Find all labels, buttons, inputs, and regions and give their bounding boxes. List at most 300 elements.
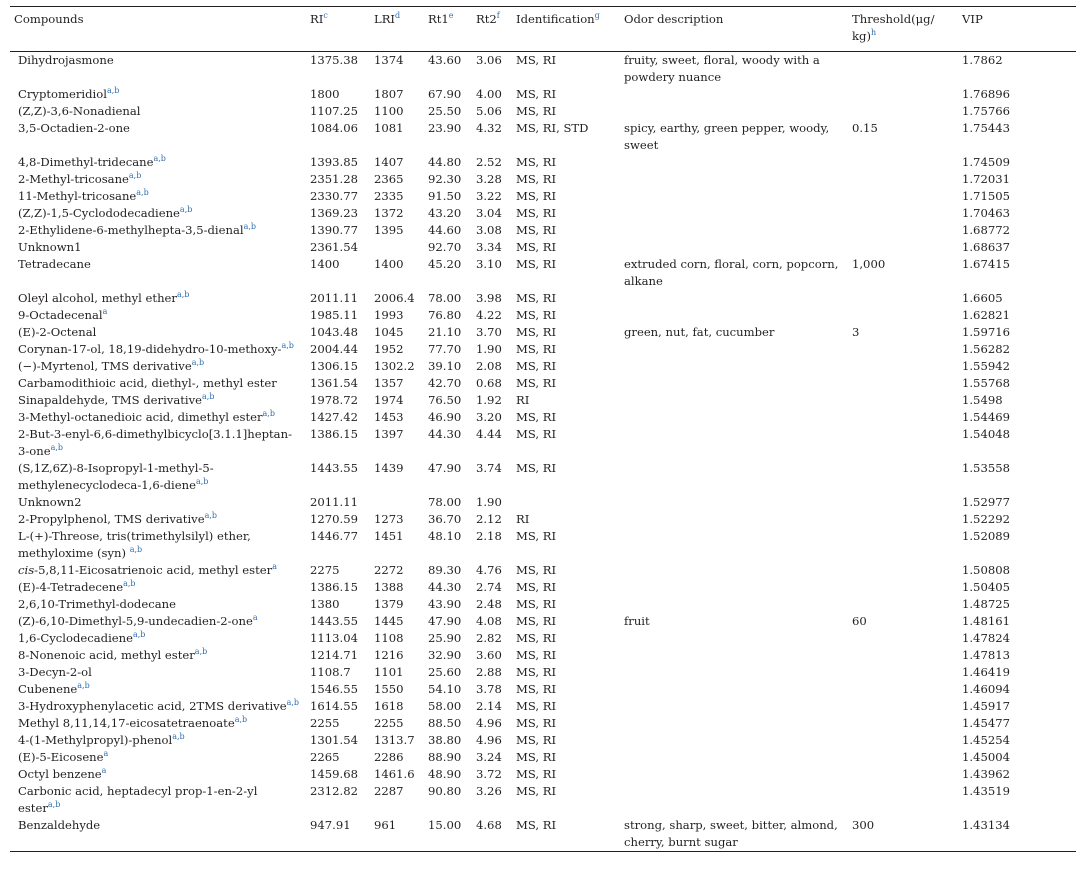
- cell-rt2: 2.12: [476, 512, 502, 526]
- cell-identification: MS, RI: [516, 155, 557, 169]
- cell-compound: [10, 698, 306, 715]
- cell-odor-description: [620, 222, 848, 239]
- cell-ri: 1978.72: [310, 393, 358, 407]
- cell-odor-description: [620, 460, 848, 494]
- cell-threshold: [848, 171, 958, 188]
- cell-identification: MS, RI: [516, 427, 557, 441]
- cell-ri: 1306.15: [310, 359, 358, 373]
- cell-threshold: 300: [852, 818, 875, 832]
- cell-vip: 1.53558: [962, 461, 1010, 475]
- cell-rt2: 4.08: [476, 614, 502, 628]
- cell-odor-description: [620, 698, 848, 715]
- cell-ri: 1369.23: [310, 206, 358, 220]
- cell-identification: MS, RI: [516, 359, 557, 373]
- footnote-marker: a,b: [194, 647, 208, 656]
- compound-name: 8-Nonenoic acid, methyl ester: [18, 648, 195, 662]
- table-row: [10, 103, 1076, 120]
- cell-vip: 1.6605: [962, 291, 1003, 305]
- footnote-marker: g: [594, 11, 600, 20]
- cell-compound: [10, 596, 306, 613]
- cell-identification: MS, RI: [516, 529, 557, 543]
- cell-lri: 1397: [374, 427, 404, 441]
- cell-vip: 1.76896: [962, 87, 1010, 101]
- cell-lri: 1388: [374, 580, 404, 594]
- cell-rt1: 43.60: [428, 53, 462, 67]
- header-row: [10, 7, 1076, 52]
- cell-vip: 1.43134: [962, 818, 1010, 832]
- table-row: [10, 324, 1076, 341]
- cell-rt1: 42.70: [428, 376, 462, 390]
- cell-threshold: 3: [852, 325, 860, 339]
- cell-odor-description: [620, 596, 848, 613]
- cell-rt2: 3.06: [476, 53, 502, 67]
- cell-odor-description: [620, 630, 848, 647]
- cell-threshold: [848, 409, 958, 426]
- cell-lri: 1974: [374, 393, 404, 407]
- cell-rt1: 76.50: [428, 393, 462, 407]
- compound-name: Tetradecane: [18, 257, 91, 271]
- cell-rt1: 47.90: [428, 461, 462, 475]
- cell-vip: 1.72031: [962, 172, 1010, 186]
- cell-lri: 1807: [374, 87, 404, 101]
- cell-lri: 1407: [374, 155, 404, 169]
- cell-vip: 1.70463: [962, 206, 1010, 220]
- cell-compound: [10, 817, 306, 852]
- cell-identification: MS, RI, STD: [516, 121, 589, 135]
- footnote-marker: a,b: [77, 681, 90, 690]
- column-header-rt1: [424, 7, 472, 52]
- cell-odor-description: [620, 681, 848, 698]
- cell-identification: MS, RI: [516, 308, 557, 322]
- cell-ri: 1427.42: [310, 410, 358, 424]
- cell-rt1: 92.70: [428, 240, 462, 254]
- cell-rt2: 3.10: [476, 257, 502, 271]
- footnote-marker: a,b: [191, 358, 205, 367]
- cell-rt2: 3.24: [476, 750, 502, 764]
- cell-vip: 1.55942: [962, 359, 1010, 373]
- cell-rt2: 3.28: [476, 172, 502, 186]
- cell-rt2: 4.96: [476, 716, 502, 730]
- cell-rt1: 67.90: [428, 87, 462, 101]
- table-row: [10, 358, 1076, 375]
- cell-rt2: 2.74: [476, 580, 502, 594]
- cell-threshold: [848, 392, 958, 409]
- compound-name: 2-Methyl-tricosane: [18, 172, 129, 186]
- cell-rt1: 48.10: [428, 529, 462, 543]
- cell-vip: 1.43519: [962, 784, 1010, 798]
- cell-threshold: [848, 783, 958, 817]
- compound-name: Unknown2: [18, 495, 82, 509]
- cell-compound: [10, 239, 306, 256]
- table-row: [10, 171, 1076, 188]
- cell-identification: MS, RI: [516, 461, 557, 475]
- cell-lri: 1453: [374, 410, 404, 424]
- footnote-marker: a,b: [202, 392, 215, 401]
- compound-name: 3,5-Octadien-2-one: [18, 121, 130, 135]
- cell-odor-description: [620, 528, 848, 562]
- cell-compound: [10, 749, 306, 766]
- cell-threshold: [848, 239, 958, 256]
- cell-rt1: 23.90: [428, 121, 462, 135]
- cell-compound: [10, 613, 306, 630]
- cell-rt1: 78.00: [428, 291, 462, 305]
- compound-name: Unknown1: [18, 240, 82, 254]
- table-row: [10, 86, 1076, 103]
- table-row: [10, 188, 1076, 205]
- cell-vip: 1.7862: [962, 53, 1003, 67]
- cell-rt2: 3.26: [476, 784, 502, 798]
- cell-vip: 1.5498: [962, 393, 1003, 407]
- cell-vip: 1.48725: [962, 597, 1010, 611]
- cell-compound: [10, 188, 306, 205]
- compound-name: Octyl benzene: [18, 767, 102, 781]
- footnote-marker: a: [252, 613, 258, 622]
- cell-vip: 1.45477: [962, 716, 1010, 730]
- table-row: [10, 154, 1076, 171]
- cell-ri: 1800: [310, 87, 340, 101]
- column-header-compounds: [10, 7, 306, 52]
- cell-ri: 2330.77: [310, 189, 358, 203]
- compound-name: (E)-4-Tetradecene: [18, 580, 124, 594]
- cell-rt2: 3.60: [476, 648, 502, 662]
- cell-rt1: 43.20: [428, 206, 462, 220]
- cell-rt2: 1.90: [476, 342, 502, 356]
- compound-name: (Z,Z)-3,6-Nonadienal: [18, 104, 141, 118]
- cell-compound: [10, 511, 306, 528]
- column-header-label: Rt2: [476, 12, 497, 26]
- cell-vip: 1.67415: [962, 257, 1010, 271]
- table-row: [10, 392, 1076, 409]
- cell-identification: MS, RI: [516, 767, 557, 781]
- cell-vip: 1.75443: [962, 121, 1010, 135]
- footnote-marker: e: [448, 11, 454, 20]
- cell-identification: MS, RI: [516, 189, 557, 203]
- table-row: [10, 749, 1076, 766]
- cell-rt1: 36.70: [428, 512, 462, 526]
- cell-rt2: 3.74: [476, 461, 502, 475]
- cell-identification: MS, RI: [516, 342, 557, 356]
- cell-odor-description: [620, 426, 848, 460]
- cell-compound: [10, 341, 306, 358]
- cell-threshold: [848, 307, 958, 324]
- cell-rt1: 38.80: [428, 733, 462, 747]
- cell-lri: 1216: [374, 648, 404, 662]
- cell-compound: [10, 647, 306, 664]
- cell-threshold: [848, 715, 958, 732]
- cell-identification: MS, RI: [516, 580, 557, 594]
- cell-vip: 1.56282: [962, 342, 1010, 356]
- cell-compound: [10, 426, 306, 460]
- cell-odor-description: [620, 341, 848, 358]
- cell-identification: MS, RI: [516, 716, 557, 730]
- cell-ri: 1375.38: [310, 53, 358, 67]
- compound-name: Cubenene: [18, 682, 78, 696]
- cell-threshold: [848, 732, 958, 749]
- cell-compound: [10, 715, 306, 732]
- cell-ri: 2312.82: [310, 784, 358, 798]
- compound-name: 4-(1-Methylpropyl)-phenol: [18, 733, 173, 747]
- table-row: [10, 375, 1076, 392]
- table-row: [10, 290, 1076, 307]
- footnote-marker: a,b: [234, 715, 248, 724]
- compound-name: (Z)-6,10-Dimethyl-5,9-undecadien-2-one: [18, 614, 253, 628]
- footnote-marker: d: [395, 11, 401, 20]
- cell-ri: 1107.25: [310, 104, 358, 118]
- cell-odor-description: [620, 766, 848, 783]
- cell-identification: MS, RI: [516, 172, 557, 186]
- column-header-vip: [958, 7, 1076, 52]
- cell-odor-description: [620, 307, 848, 324]
- cell-odor-description: [620, 188, 848, 205]
- cell-threshold: [848, 647, 958, 664]
- cell-threshold: [848, 341, 958, 358]
- cell-vip: 1.54469: [962, 410, 1010, 424]
- cell-odor-description: [620, 732, 848, 749]
- cell-odor-description: [620, 664, 848, 681]
- cell-ri: 1361.54: [310, 376, 358, 390]
- cell-rt2: 4.22: [476, 308, 502, 322]
- column-header-odor-description: [620, 7, 848, 52]
- cell-lri: 1439: [374, 461, 404, 475]
- cell-rt1: 88.90: [428, 750, 462, 764]
- cell-rt2: 2.14: [476, 699, 502, 713]
- cell-lri: 1952: [374, 342, 404, 356]
- cell-rt1: 88.50: [428, 716, 462, 730]
- table-row: [10, 460, 1076, 494]
- cell-identification: MS, RI: [516, 53, 557, 67]
- table-body: [10, 52, 1076, 852]
- cell-compound: [10, 222, 306, 239]
- cell-ri: 2265: [310, 750, 340, 764]
- cell-lri: 2335: [374, 189, 404, 203]
- cell-lri: [370, 494, 424, 511]
- cell-rt2: 3.72: [476, 767, 502, 781]
- cell-lri: 1372: [374, 206, 404, 220]
- cell-lri: 1101: [374, 665, 404, 679]
- table-row: [10, 205, 1076, 222]
- cell-identification: MS, RI: [516, 733, 557, 747]
- cell-rt1: 47.90: [428, 614, 462, 628]
- table-row: [10, 528, 1076, 562]
- cell-odor-description: [620, 392, 848, 409]
- cell-odor-description: [620, 154, 848, 171]
- cell-ri: 2361.54: [310, 240, 358, 254]
- compound-name: Benzaldehyde: [18, 818, 101, 832]
- cell-ri: 1084.06: [310, 121, 358, 135]
- compound-name: 3-Hydroxyphenylacetic acid, 2TMS derivative: [18, 699, 287, 713]
- cell-rt1: 46.90: [428, 410, 462, 424]
- footnote-marker: a: [272, 562, 277, 571]
- compound-name: 3-Decyn-2-ol: [18, 665, 92, 679]
- cell-identification: MS, RI: [516, 682, 557, 696]
- cell-rt2: 4.32: [476, 121, 502, 135]
- cell-threshold: [848, 664, 958, 681]
- cell-rt1: 89.30: [428, 563, 462, 577]
- cell-lri: 2365: [374, 172, 404, 186]
- cell-lri: 1357: [374, 376, 404, 390]
- cell-identification: [512, 494, 620, 511]
- cell-vip: 1.68637: [962, 240, 1010, 254]
- cell-ri: 1386.15: [310, 427, 358, 441]
- column-header-threshold: [848, 7, 958, 52]
- table-row: [10, 426, 1076, 460]
- cell-rt1: 43.90: [428, 597, 462, 611]
- cell-identification: RI: [516, 512, 530, 526]
- cell-threshold: [848, 630, 958, 647]
- column-header-label: LRI: [374, 12, 396, 26]
- cell-compound: [10, 171, 306, 188]
- cell-ri: 2004.44: [310, 342, 358, 356]
- cell-odor-description: [620, 749, 848, 766]
- cell-vip: 1.75766: [962, 104, 1010, 118]
- cell-compound: [10, 103, 306, 120]
- cell-compound: [10, 528, 306, 562]
- footnote-marker: a,b: [47, 800, 61, 809]
- cell-vip: 1.52089: [962, 529, 1010, 543]
- cell-lri: 1993: [374, 308, 404, 322]
- column-header-ri: [306, 7, 370, 52]
- cell-ri: 2351.28: [310, 172, 358, 186]
- cell-odor-description: [620, 715, 848, 732]
- cell-threshold: [848, 222, 958, 239]
- cell-identification: MS, RI: [516, 410, 557, 424]
- cell-identification: MS, RI: [516, 750, 557, 764]
- cell-rt2: 3.20: [476, 410, 502, 424]
- compound-name: L-(+)-Threose, tris(trimethylsilyl) ether, methyloxime (syn): [18, 529, 251, 560]
- cell-identification: MS, RI: [516, 614, 557, 628]
- compound-name: 1,6-Cyclodecadiene: [18, 631, 133, 645]
- cell-threshold: [848, 154, 958, 171]
- compound-name: (S,1Z,6Z)-8-Isopropyl-1-methyl-5-methylenecyclodeca-1,6-diene: [18, 461, 214, 492]
- cell-rt1: 90.80: [428, 784, 462, 798]
- table-row: [10, 307, 1076, 324]
- cell-ri: 1270.59: [310, 512, 358, 526]
- table-row: [10, 647, 1076, 664]
- footnote-marker: a,b: [153, 154, 166, 163]
- cell-odor-description: [620, 205, 848, 222]
- cell-vip: 1.47813: [962, 648, 1010, 662]
- cell-threshold: [848, 205, 958, 222]
- cell-ri: 2255: [310, 716, 340, 730]
- cell-rt2: 4.00: [476, 87, 502, 101]
- cell-ri: 1459.68: [310, 767, 358, 781]
- cell-ri: 1443.55: [310, 461, 358, 475]
- footnote-marker: f: [496, 11, 500, 20]
- cell-vip: 1.46094: [962, 682, 1010, 696]
- cell-compound: [10, 562, 306, 579]
- cell-compound: [10, 579, 306, 596]
- cell-identification: MS, RI: [516, 631, 557, 645]
- footnote-marker: a,b: [123, 579, 136, 588]
- footnote-marker: a,b: [136, 188, 149, 197]
- cell-rt2: 4.96: [476, 733, 502, 747]
- cell-odor-description: [620, 647, 848, 664]
- cell-rt1: 32.90: [428, 648, 462, 662]
- cell-rt2: 3.22: [476, 189, 502, 203]
- cell-rt1: 25.60: [428, 665, 462, 679]
- cell-lri: 1045: [374, 325, 404, 339]
- cell-ri: 1443.55: [310, 614, 358, 628]
- cell-rt2: 3.34: [476, 240, 502, 254]
- cell-compound: [10, 290, 306, 307]
- cell-identification: MS, RI: [516, 665, 557, 679]
- compound-name: (E)-5-Eicosene: [18, 750, 104, 764]
- cell-vip: 1.71505: [962, 189, 1010, 203]
- cell-vip: 1.50808: [962, 563, 1010, 577]
- cell-rt1: 91.50: [428, 189, 462, 203]
- compound-name: Carbamodithioic acid, diethyl-, methyl ester: [18, 376, 277, 390]
- compound-name: cis-5,8,11-Eicosatrienoic acid, methyl ester: [18, 563, 273, 577]
- cell-rt2: 2.52: [476, 155, 502, 169]
- compound-name: 11-Methyl-tricosane: [18, 189, 137, 203]
- cell-ri: 2011.11: [310, 495, 358, 509]
- cell-compound: [10, 681, 306, 698]
- compound-name: Dihydrojasmone: [18, 53, 114, 67]
- column-header-label: RI: [310, 12, 324, 26]
- table-header: [10, 7, 1076, 52]
- footnote-marker: c: [323, 11, 328, 20]
- cell-lri: [370, 239, 424, 256]
- table-row: [10, 52, 1076, 87]
- cell-rt1: 77.70: [428, 342, 462, 356]
- cell-identification: MS, RI: [516, 784, 557, 798]
- cell-compound: [10, 154, 306, 171]
- table-row: [10, 613, 1076, 630]
- cell-threshold: [848, 596, 958, 613]
- cell-vip: 1.68772: [962, 223, 1010, 237]
- footnote-marker: a,b: [106, 86, 120, 95]
- cell-odor-description: [620, 511, 848, 528]
- cell-lri: 1445: [374, 614, 404, 628]
- table-row: [10, 817, 1076, 852]
- cell-lri: 1108: [374, 631, 404, 645]
- cell-vip: 1.59716: [962, 325, 1010, 339]
- cell-threshold: [848, 103, 958, 120]
- cell-threshold: [848, 460, 958, 494]
- cell-identification: MS, RI: [516, 597, 557, 611]
- cell-ri: 1390.77: [310, 223, 358, 237]
- cell-vip: 1.48161: [962, 614, 1010, 628]
- compound-name: 4,8-Dimethyl-tridecane: [18, 155, 154, 169]
- column-header-label: Compounds: [14, 12, 84, 26]
- cell-threshold: [848, 375, 958, 392]
- column-header-lri: [370, 7, 424, 52]
- table-row: [10, 664, 1076, 681]
- cell-lri: 1081: [374, 121, 404, 135]
- cell-identification: MS, RI: [516, 563, 557, 577]
- cell-compound: [10, 86, 306, 103]
- cell-threshold: [848, 52, 958, 87]
- footnote-marker: a,b: [286, 698, 299, 707]
- cell-threshold: [848, 188, 958, 205]
- table-row: [10, 698, 1076, 715]
- cell-threshold: 60: [852, 614, 867, 628]
- cell-vip: 1.54048: [962, 427, 1010, 441]
- cell-compound: [10, 460, 306, 494]
- table-row: [10, 511, 1076, 528]
- cell-lri: 1313.7: [374, 733, 415, 747]
- cell-rt1: 54.10: [428, 682, 462, 696]
- cell-compound: [10, 120, 306, 154]
- cell-vip: 1.43962: [962, 767, 1010, 781]
- cell-threshold: [848, 290, 958, 307]
- cell-lri: 1273: [374, 512, 404, 526]
- cell-compound: [10, 324, 306, 341]
- cell-odor-description: [620, 86, 848, 103]
- cell-compound: [10, 732, 306, 749]
- cell-rt2: 4.76: [476, 563, 502, 577]
- cell-rt2: 3.70: [476, 325, 502, 339]
